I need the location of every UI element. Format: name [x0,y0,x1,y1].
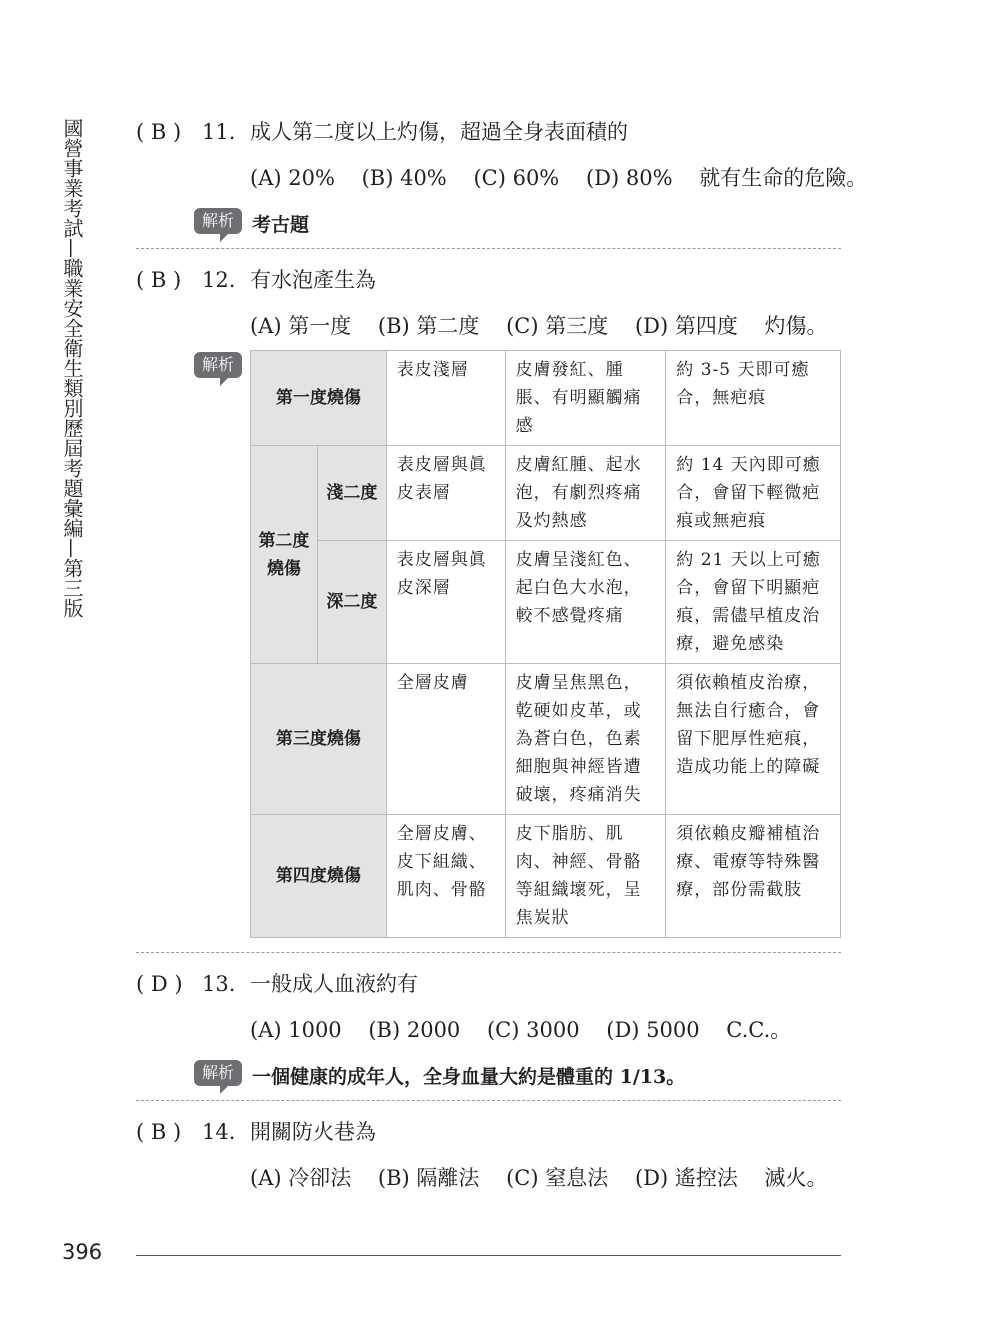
question-number-12: 12. [202,268,236,292]
options-tail: 就有生命的危險。 [699,166,868,190]
fourth-degree-label: 第四度燒傷 [251,815,387,938]
table-row [251,446,841,541]
option-d: (D) 5000 [606,1018,700,1042]
options-14 [250,1162,828,1192]
question-13 [136,968,418,998]
page-number: 396 [62,1240,103,1264]
deep-second-layer: 表皮層與眞皮深層 [386,541,505,664]
deep-second-label: 深二度 [317,541,386,664]
burn-degree-table [250,350,841,938]
shallow-second-healing: 約 14 天內即可癒合，會留下輕微疤痕或無疤痕 [666,446,841,541]
analysis-note-13: 一個健康的成年人，全身血量大約是體重的 1/13。 [252,1066,686,1088]
question-14 [136,1116,376,1146]
question-number-14: 14. [202,1120,236,1144]
options-tail: 滅火。 [764,1166,828,1190]
analysis-note-11: 考古題 [252,214,310,236]
options-13 [250,1014,791,1044]
deep-second-symptom: 皮膚呈淺紅色、起白色大水泡，較不感覺疼痛 [505,541,666,664]
third-degree-label: 第三度燒傷 [251,664,387,815]
side-book-title: 國營事業考試—職業安全衛生類別歷屆考題彙編—第三版 [60,118,84,618]
question-number-11: 11. [202,120,236,144]
question-12 [136,264,376,294]
answer-13: ( D ) [136,972,183,996]
third-degree-layer: 全層皮膚 [386,664,505,815]
divider [136,952,841,953]
answer-11: ( B ) [136,120,182,144]
options-tail: 灼傷。 [764,314,828,338]
question-stem-12: 有水泡產生為 [250,268,376,292]
option-c: (C) 60% [473,166,560,190]
question-11 [136,116,628,146]
first-degree-label: 第一度燒傷 [251,351,387,446]
table-row [251,815,841,938]
fourth-degree-symptom: 皮下脂肪、肌肉、神經、骨骼等組織壞死，呈焦炭狀 [505,815,666,938]
analysis-badge: 解析 [194,208,242,234]
analysis-badge: 解析 [194,352,242,378]
option-c: (C) 窒息法 [506,1166,609,1190]
answer-14: ( B ) [136,1120,182,1144]
option-a: (A) 冷卻法 [250,1166,352,1190]
option-d: (D) 遙控法 [634,1166,738,1190]
table-row [251,541,841,664]
deep-second-healing: 約 21 天以上可癒合，會留下明顯疤痕，需儘早植皮治療，避免感染 [666,541,841,664]
answer-12: ( B ) [136,268,182,292]
options-11 [250,162,867,192]
footer-rule [136,1255,841,1256]
divider [136,248,841,249]
shallow-second-symptom: 皮膚紅腫、起水泡，有劇烈疼痛及灼熱感 [505,446,666,541]
first-degree-healing: 約 3-5 天即可癒合，無疤痕 [666,351,841,446]
option-d: (D) 80% [585,166,673,190]
first-degree-symptom: 皮膚發紅、腫脹、有明顯觸痛感 [505,351,666,446]
option-d: (D) 第四度 [634,314,738,338]
divider [136,1100,841,1101]
shallow-second-layer: 表皮層與眞皮表層 [386,446,505,541]
options-12 [250,310,828,340]
option-a: (A) 1000 [250,1018,342,1042]
option-a: (A) 20% [250,166,335,190]
table-row [251,664,841,815]
option-b: (B) 2000 [368,1018,461,1042]
second-degree-label: 第二度燒傷 [251,446,318,664]
fourth-degree-healing: 須依賴皮瓣補植治療、電療等特殊醫療，部份需截肢 [666,815,841,938]
option-c: (C) 第三度 [506,314,609,338]
question-stem-14: 開關防火巷為 [250,1120,376,1144]
question-number-13: 13. [202,972,236,996]
shallow-second-label: 淺二度 [317,446,386,541]
options-tail: C.C.。 [726,1018,792,1042]
third-degree-symptom: 皮膚呈焦黑色，乾硬如皮革，或為蒼白色，色素細胞與神經皆遭破壞，疼痛消失 [505,664,666,815]
fourth-degree-layer: 全層皮膚、皮下組織、肌肉、骨骼 [386,815,505,938]
option-b: (B) 40% [361,166,447,190]
question-stem-13: 一般成人血液約有 [250,972,418,996]
option-c: (C) 3000 [486,1018,580,1042]
option-a: (A) 第一度 [250,314,352,338]
option-b: (B) 隔離法 [377,1166,480,1190]
third-degree-healing: 須依賴植皮治療，無法自行癒合，會留下肥厚性疤痕，造成功能上的障礙 [666,664,841,815]
option-b: (B) 第二度 [377,314,480,338]
table-row [251,351,841,446]
question-stem-11: 成人第二度以上灼傷，超過全身表面積的 [250,120,628,144]
first-degree-layer: 表皮淺層 [386,351,505,446]
analysis-badge: 解析 [194,1060,242,1086]
